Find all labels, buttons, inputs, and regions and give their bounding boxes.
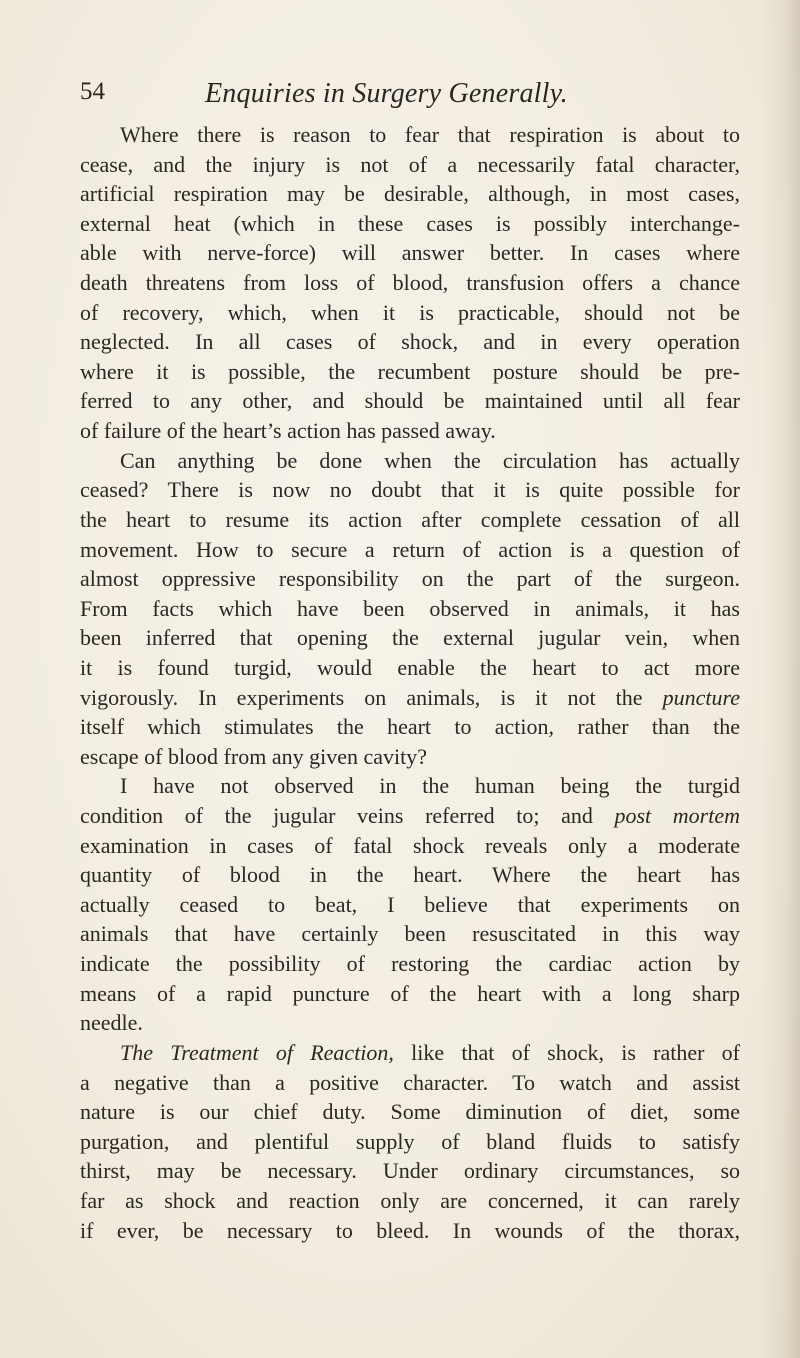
text-line: death threatens from loss of blood, transfusion offers a chance xyxy=(80,270,740,296)
text-line: ferred to any other, and should be maintained until all fear xyxy=(80,388,740,414)
text-line: actually ceased to beat, I believe that experiments on xyxy=(80,891,740,917)
text-line: animals that have certainly been resuscitated in this way xyxy=(80,921,740,947)
text-line: far as shock and reaction only are concerned, it can rarely xyxy=(80,1187,740,1213)
text-line: of recovery, which, when it is practicable, should not be xyxy=(80,299,740,325)
text-line: able with nerve-force) will answer better. In cases where xyxy=(80,240,740,266)
text-line: neglected. In all cases of shock, and in every operation xyxy=(80,329,740,355)
text-line: external heat (which in these cases is possibly interchange- xyxy=(80,210,740,236)
text-line: Can anything be done when the circulation has actually xyxy=(120,447,740,473)
text-line: artificial respiration may be desirable, although, in most cases, xyxy=(80,181,740,207)
page-edge-shadow xyxy=(760,0,800,1358)
italic-phrase: The Treatment of Reaction, xyxy=(120,1039,394,1065)
text-line: Where there is reason to fear that respiration is about to xyxy=(120,122,740,147)
text-line: cease, and the injury is not of a necessarily fatal character, xyxy=(80,151,740,177)
text-line: ceased? There is now no doubt that it is quite possible for xyxy=(80,477,740,503)
text-line: if ever, be necessary to bleed. In wounds of the thorax, xyxy=(80,1217,740,1243)
text-line: nature is our chief duty. Some diminution of diet, some xyxy=(80,1099,740,1125)
text-line: movement. How to secure a return of action is a question of xyxy=(80,536,740,562)
text-run: like that of shock, is rather of xyxy=(393,1039,740,1065)
text-line: examination in cases of fatal shock reveals only a moderate xyxy=(80,832,740,858)
text-line: From facts which have been observed in animals, it has xyxy=(80,595,740,621)
text-run: vigorously. In experiments on animals, is it not the xyxy=(80,684,663,710)
body-text xyxy=(80,120,740,1245)
text-line: of failure of the heart’s action has passed away. xyxy=(80,418,496,444)
text-line: a negative than a positive character. To watch and assist xyxy=(80,1069,740,1095)
text-line: quantity of blood in the heart. Where the heart has xyxy=(80,862,740,888)
text-line: it is found turgid, would enable the heart to act more xyxy=(80,654,740,680)
italic-phrase: post mortem xyxy=(614,803,740,829)
text-line xyxy=(80,1038,740,1068)
text-line: almost oppressive responsibility on the part of the surgeon. xyxy=(80,566,740,592)
text-line: escape of blood from any given cavity? xyxy=(80,743,427,769)
text-line xyxy=(80,683,740,713)
text-line: purgation, and plentiful supply of bland fluids to satisfy xyxy=(80,1128,740,1154)
running-title: Enquiries in Surgery Generally. xyxy=(205,78,568,109)
text-line: itself which stimulates the heart to action, rather than the xyxy=(80,714,740,740)
text-line: where it is possible, the recumbent posture should be pre- xyxy=(80,358,740,384)
text-line: means of a rapid puncture of the heart with a long sharp xyxy=(80,980,740,1006)
text-run: condition of the jugular veins referred to; and xyxy=(80,803,615,829)
text-line: I have not observed in the human being the turgid xyxy=(120,773,740,799)
text-line: been inferred that opening the external jugular vein, when xyxy=(80,625,740,651)
text-line: indicate the possibility of restoring the cardiac action by xyxy=(80,951,740,977)
page-number: 54 xyxy=(80,78,105,105)
text-line xyxy=(80,801,740,831)
text-line: the heart to resume its action after complete cessation of all xyxy=(80,506,740,532)
italic-phrase: puncture xyxy=(662,684,740,710)
text-line: thirst, may be necessary. Under ordinary circumstances, so xyxy=(80,1158,740,1184)
text-line: needle. xyxy=(80,1010,143,1036)
